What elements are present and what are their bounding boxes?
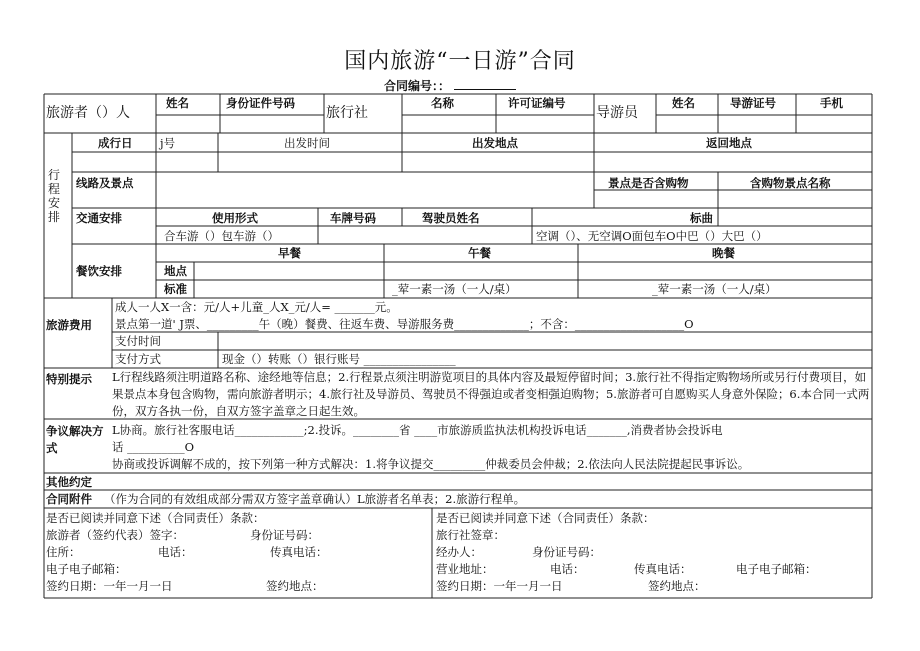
mobile-header: 手机 [820, 96, 843, 110]
right-id-label: 身份证号码： [532, 545, 601, 559]
pay-options[interactable]: 现金（）转账（）银行账号 ________________ [222, 352, 456, 366]
left-email-label: 电子电子邮箱： [46, 562, 127, 576]
right-fax-label: 传真电话： [634, 562, 692, 576]
dispute-line-2: 话 __________O [112, 440, 195, 454]
tourist-count-label: 旅游者（）人 [46, 105, 130, 121]
left-phone-label: 电话： [158, 545, 193, 559]
agency-name-header: 名称 [431, 96, 454, 110]
shopping-names-label: 含购物景点名称 [750, 176, 831, 190]
right-address-label: 营业地址： [436, 562, 494, 576]
left-place-label: 签约地点： [266, 579, 324, 593]
fees-line-1: 成人一人X一含：元/人+儿童_人X_元/人= _______元。 [115, 300, 398, 314]
dinner-standard: _荤一素一汤（一人/桌） [652, 282, 777, 296]
right-phone-label: 电话： [550, 562, 585, 576]
route-label: 线路及景点 [76, 176, 134, 190]
driver-label: 驾驶员姓名 [422, 211, 480, 225]
fees-line-2: 景点第一道' J票、_________午（晚）餐费、往返车费、导游服务费_____________；不含：___________________O [115, 317, 694, 331]
dinner-label: 晚餐 [712, 246, 735, 260]
contract-number: 合同编号：： [384, 77, 516, 94]
ac-options[interactable]: 空调（）、无空调O面包车O中巴（）大巴（） [536, 229, 768, 243]
transport-label: 交通安排 [76, 211, 122, 225]
depart-place-label: 出发地点 [472, 136, 518, 150]
notice-label: 特别提示 [46, 372, 92, 386]
right-email-label: 电子电子邮箱： [736, 562, 817, 576]
standard-label: 标曲 [690, 211, 713, 225]
right-seal-label: 旅行社签章： [436, 528, 505, 542]
notice-text: L行程线路须注明道路名称、途经地等信息；2.行程景点须注明游览项目的具体内容及最短停留时间；3.旅行社不得指定购物场所或另行付费项目，如果景点本身包含购物，需向旅游者明示；4.旅行社及导游员、驾驶员不得强迫或者变相强迫购物；5.旅游者可自愿购买人身意外保险；6.本合同一式两份，双方各执一份，自双方签字盖章之日起生效。 [112, 370, 870, 418]
lunch-label: 午餐 [468, 246, 491, 260]
right-handler-label: 经办人： [436, 545, 482, 559]
left-signer-label: 旅游者（签约代表）签字： [46, 528, 184, 542]
meals-label: 餐饮安排 [76, 264, 122, 278]
fees-label: 旅游费用 [46, 318, 92, 332]
left-fax-label: 传真电话： [270, 545, 328, 559]
other-label: 其他约定 [46, 475, 92, 489]
page-title: 国内旅游“一日游”合同 [344, 49, 576, 74]
right-date-label: 签约日期：一年一月一日 [436, 579, 563, 593]
vehicle-options[interactable]: 合车游（）包车游（） [164, 229, 279, 243]
plate-label: 车牌号码 [330, 211, 376, 225]
left-date-label: 签约日期：一年一月一日 [46, 579, 173, 593]
lunch-standard: _荤一素一汤（一人/桌） [392, 282, 517, 296]
tourist-id-header: 身份证件号码 [226, 96, 295, 110]
shopping-label: 景点是否含购物 [608, 176, 689, 190]
attachment-label: 合同附件 [46, 492, 92, 506]
pay-method-label: 支付方式 [115, 352, 161, 366]
left-address-label: 住所： [46, 545, 81, 559]
date-suffix: j号 [160, 136, 176, 150]
vehicle-type-label: 使用形式 [212, 211, 258, 225]
dispute-line-3: 协商或投诉调解不成的，按下列第一种方式解决：1.将争议提交_________仲裁委员会仲裁；2.依法向人民法院提起民事诉讼。 [112, 457, 750, 471]
return-place-label: 返回地点 [706, 136, 752, 150]
depart-time-label: 出发时间 [284, 136, 330, 150]
guide-cert-header: 导游证号 [730, 96, 776, 110]
left-id-label: 身份证号码： [250, 528, 319, 542]
itinerary-section-label: 行程安排 [47, 168, 60, 224]
guide-label: 导游员 [596, 105, 638, 121]
dispute-label: 争议解决方式 [46, 424, 104, 455]
right-read-confirm: 是否已阅读并同意下述（合同责任）条款： [436, 511, 655, 525]
attachment-text: （作为合同的有效组成部分需双方签字盖章确认）L旅游者名单表；2.旅游行程单。 [104, 492, 526, 506]
breakfast-label: 早餐 [278, 246, 301, 260]
right-place-label: 签约地点： [648, 579, 706, 593]
meal-location-label: 地点 [164, 264, 187, 278]
agency-label: 旅行社 [326, 105, 368, 121]
tourist-name-header: 姓名 [166, 96, 189, 110]
dispute-line-1: L协商。旅行社客服电话____________;2.投诉。________省 ____市旅游质监执法机构投诉电话_______,消费者协会投诉电 [112, 423, 723, 437]
pay-time-label: 支付时间 [115, 334, 161, 348]
meal-standard-label: 标准 [164, 282, 187, 296]
guide-name-header: 姓名 [672, 96, 695, 110]
date-label: 成行日 [98, 136, 133, 150]
left-read-confirm: 是否已阅读并同意下述（合同责任）条款： [46, 511, 265, 525]
license-header: 许可证编号 [508, 96, 566, 110]
